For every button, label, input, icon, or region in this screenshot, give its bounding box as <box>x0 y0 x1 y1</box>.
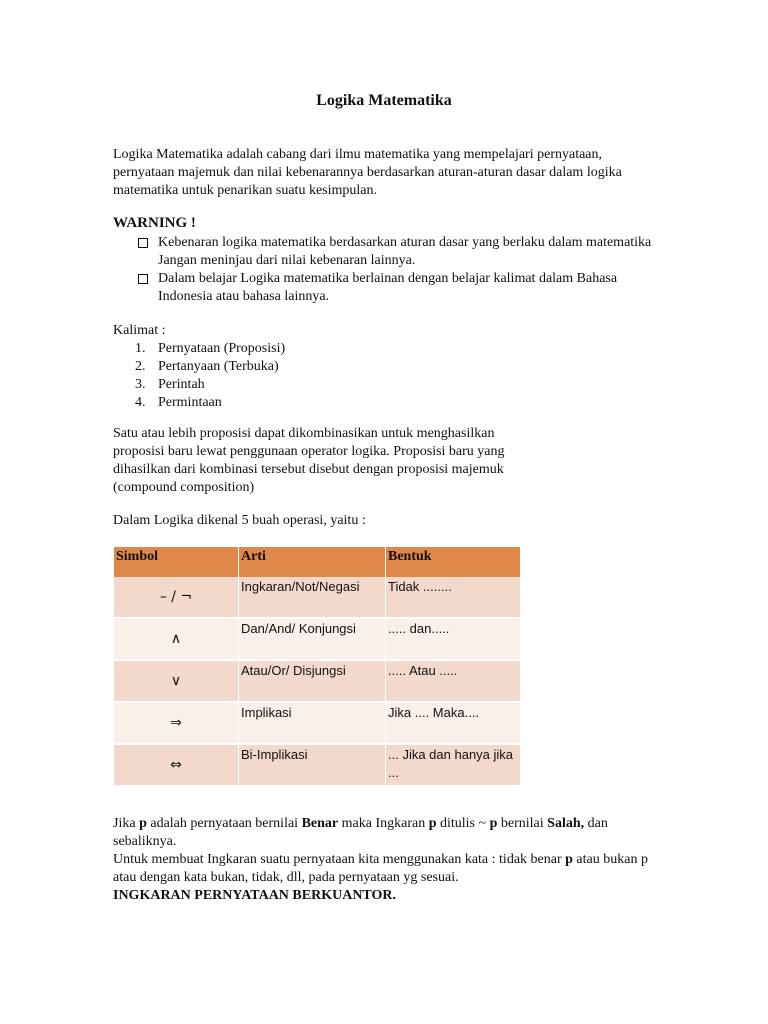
list-item <box>113 394 653 412</box>
intro-paragraph: Logika Matematika adalah cabang dari ilmu matematika yang mempelajari pernyataan, pernyataan majemuk dan nilai kebenarannya berdasarkan aturan-aturan dasar dalam logika matematika untuk penarikan suatu kesimpulan. <box>113 147 622 198</box>
operasi-paragraph: Dalam Logika dikenal 5 buah operasi, yaitu : <box>113 513 366 528</box>
list-item-text: Pernyataan (Proposisi) <box>158 341 286 356</box>
table-row <box>114 577 521 618</box>
warning-item-text: Kebenaran logika matematika berdasarkan aturan dasar yang berlaku dalam matematika Jangan meninjau dari nilai kebenaran lainnya. <box>158 235 652 268</box>
list-number: 3. <box>135 377 146 392</box>
table-header-row <box>114 547 521 577</box>
arti-cell: Bi-Implikasi <box>239 744 386 785</box>
text-run: p <box>428 816 437 831</box>
text-run: ditulis ~ <box>436 816 490 831</box>
bentuk-cell: Tidak ........ <box>386 577 521 618</box>
symbol-cell: ∨ <box>114 660 239 702</box>
checkbox-bullet-icon <box>138 274 148 284</box>
text-run: Benar <box>301 816 339 831</box>
warning-heading: WARNING ! <box>113 215 196 231</box>
text-run: Untuk membuat Ingkaran suatu pernyataan kita menggunakan kata : tidak benar <box>113 852 566 867</box>
bentuk-cell: ..... dan..... <box>386 618 521 660</box>
warning-item <box>113 234 653 270</box>
list-number: 2. <box>135 359 146 374</box>
checkbox-bullet-icon <box>138 238 148 248</box>
bentuk-cell: ..... Atau ..... <box>386 660 521 702</box>
table-row <box>114 660 521 702</box>
text-run: dan sebaliknya. <box>113 816 608 849</box>
bentuk-cell: Jika .... Maka.... <box>386 702 521 744</box>
list-number: 4. <box>135 395 146 410</box>
symbol-cell: ⇔ <box>114 744 239 785</box>
arti-cell: Ingkaran/Not/Negasi <box>239 577 386 618</box>
warning-item <box>113 270 653 306</box>
warning-item-text: Dalam belajar Logika matematika berlainan dengan belajar kalimat dalam Bahasa Indonesia atau bahasa lainnya. <box>158 271 618 304</box>
text-run: maka Ingkaran <box>338 816 429 831</box>
text-run: Salah, <box>547 816 585 831</box>
symbol-cell: ⇒ <box>114 702 239 744</box>
list-item <box>113 340 653 358</box>
arti-cell: Atau/Or/ Disjungsi <box>239 660 386 702</box>
text-run: p <box>489 816 498 831</box>
list-item <box>113 358 653 376</box>
table-row <box>114 702 521 744</box>
header-bentuk: Bentuk <box>386 547 521 577</box>
list-item-text: Permintaan <box>158 395 222 410</box>
bentuk-cell: ... Jika dan hanya jika ... <box>386 744 521 785</box>
table-row <box>114 744 521 785</box>
header-arti: Arti <box>239 547 386 577</box>
text-run: atau bukan p atau dengan kata bukan, tidak, dll, pada pernyataan yg sesuai. <box>113 852 648 885</box>
page-title: Logika Matematika <box>316 92 452 109</box>
ingkaran-paragraph <box>113 815 653 905</box>
proposisi-paragraph: Satu atau lebih proposisi dapat dikombinasikan untuk menghasilkan proposisi baru lewat penggunaan operator logika. Proposisi baru yang dihasilkan dari kombinasi tersebut disebut dengan proposisi majemuk (compound composition) <box>113 426 505 495</box>
text-run: p <box>565 852 573 867</box>
list-item-text: Perintah <box>158 377 205 392</box>
arti-cell: Implikasi <box>239 702 386 744</box>
symbol-cell: ∧ <box>114 618 239 660</box>
list-number: 1. <box>135 341 146 356</box>
arti-cell: Dan/And/ Konjungsi <box>239 618 386 660</box>
list-item-text: Pertanyaan (Terbuka) <box>158 359 279 374</box>
text-run: adalah pernyataan bernilai <box>146 816 302 831</box>
text-run: bernilai <box>497 816 548 831</box>
list-item <box>113 376 653 394</box>
header-simbol: Simbol <box>114 547 239 577</box>
warning-section <box>113 214 653 306</box>
kalimat-label: Kalimat : <box>113 323 166 338</box>
text-run: p <box>139 816 147 831</box>
section-heading-berkuantor: INGKARAN PERNYATAAN BERKUANTOR. <box>113 888 397 903</box>
text-run: Jika <box>113 816 140 831</box>
operations-table <box>113 547 520 785</box>
table-row <box>114 618 521 660</box>
kalimat-section <box>113 322 653 412</box>
symbol-cell: – / ¬ <box>114 577 239 618</box>
